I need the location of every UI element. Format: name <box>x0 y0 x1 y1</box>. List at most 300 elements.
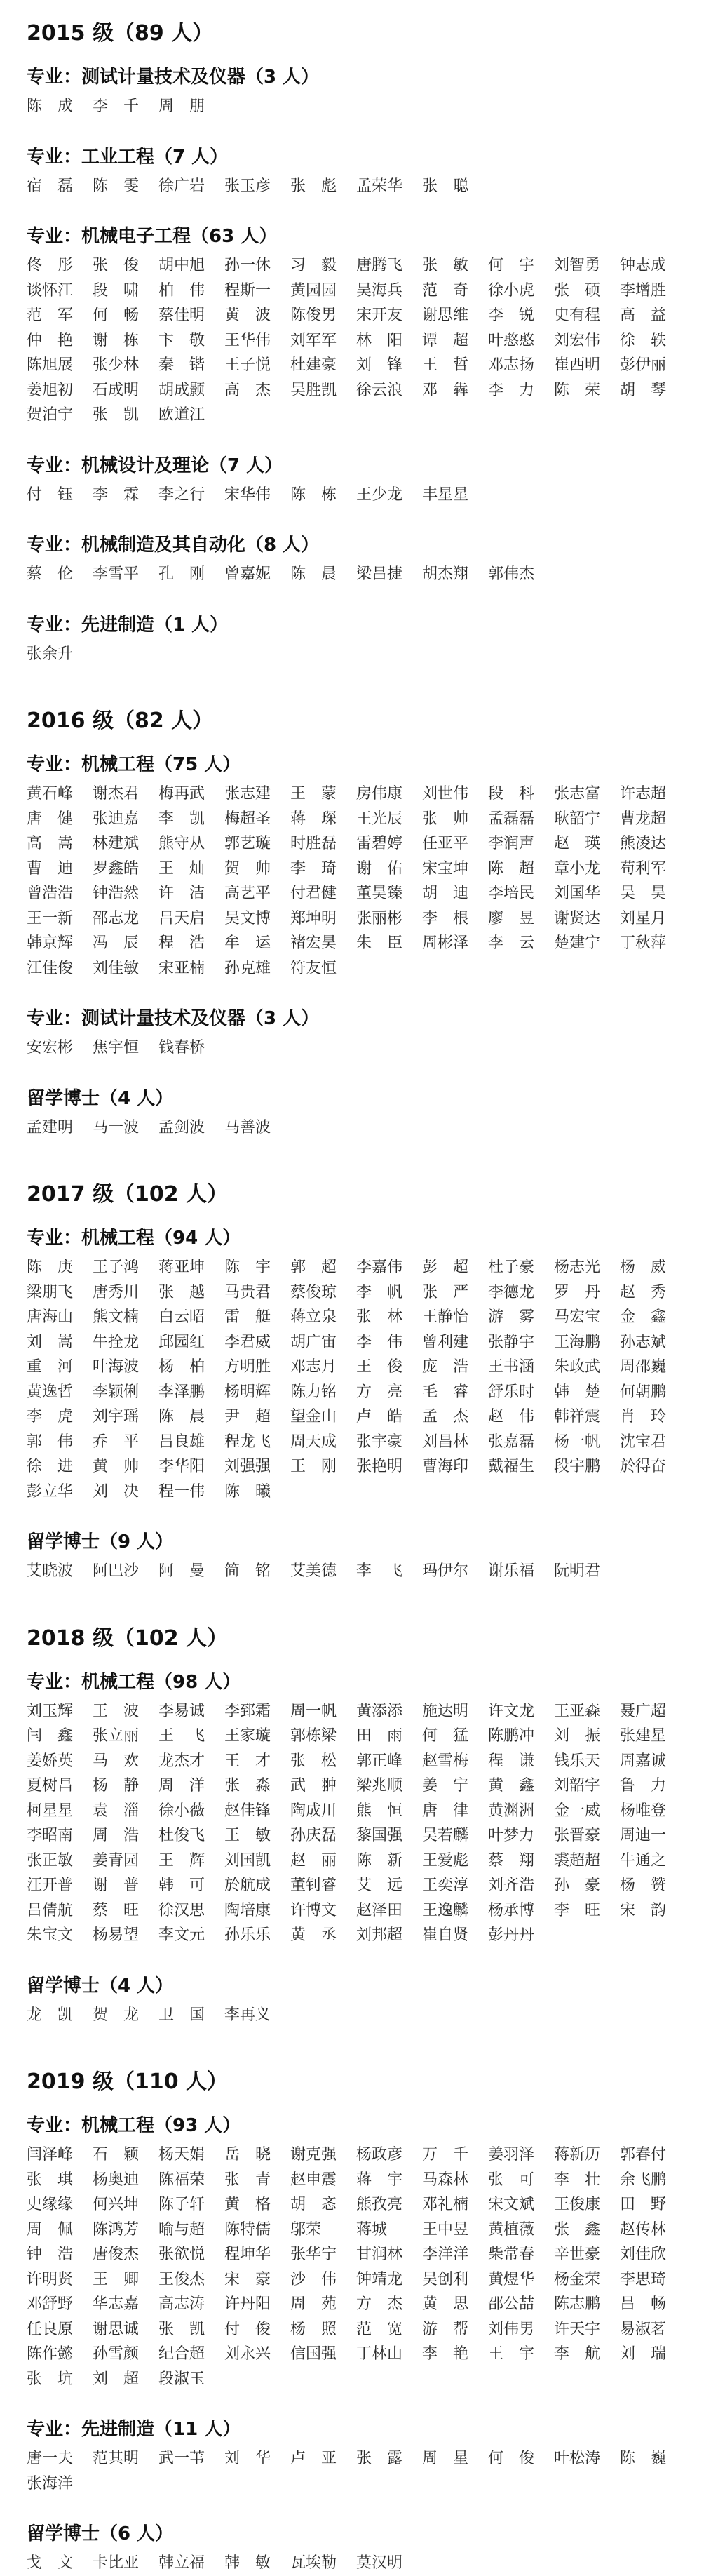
student-name: 纪合超 <box>158 2345 205 2363</box>
student-name: 孙克雄 <box>224 959 271 977</box>
student-name: 周 浩 <box>93 1827 140 1844</box>
student-name: 赵 秀 <box>620 1283 667 1301</box>
student-name: 舒乐时 <box>488 1383 535 1401</box>
major-section <box>27 611 691 667</box>
student-name: 谢 佑 <box>356 859 403 878</box>
student-name: 熊凌达 <box>620 835 667 852</box>
student-name: 刘 决 <box>93 1482 140 1501</box>
student-name: 胡 琴 <box>620 381 667 399</box>
student-name: 黄石峰 <box>27 785 74 803</box>
student-name: 刘昌林 <box>422 1433 469 1451</box>
student-name: 周邵巍 <box>620 1358 667 1376</box>
student-name: 李德龙 <box>488 1283 535 1301</box>
student-name: 徐 进 <box>27 1458 74 1475</box>
student-name: 杨奥迪 <box>93 2171 140 2189</box>
student-name: 邓 犇 <box>422 381 469 399</box>
major-section <box>27 2112 691 2391</box>
student-name: 刘国华 <box>554 885 601 902</box>
student-name: 王 敏 <box>224 1827 271 1844</box>
student-name: 陈 曦 <box>224 1482 271 1501</box>
student-name: 张余升 <box>27 645 74 663</box>
student-name: 王 蒙 <box>290 785 337 803</box>
student-name: 王亚森 <box>554 1702 601 1720</box>
student-name: 陈志鹏 <box>554 2295 601 2313</box>
student-name: 李嘉伟 <box>356 1259 403 1276</box>
student-name: 陈 超 <box>488 859 535 878</box>
student-name: 刘佳敏 <box>93 959 140 977</box>
major-section <box>27 1668 691 1948</box>
student-name: 李 帆 <box>356 1283 403 1301</box>
student-name: 张艳明 <box>356 1458 403 1475</box>
student-name: 梅再武 <box>158 785 205 803</box>
student-name: 张 凯 <box>158 2320 205 2338</box>
student-name: 叶海波 <box>93 1358 140 1376</box>
student-name: 李润声 <box>488 835 535 852</box>
student-name: 李洋洋 <box>422 2246 469 2263</box>
student-name: 卢 亚 <box>290 2450 337 2467</box>
student-name: 唐腾飞 <box>356 257 403 274</box>
student-name: 钟浩然 <box>93 885 140 902</box>
student-name: 褚宏昊 <box>290 934 337 952</box>
student-name: 赵传林 <box>620 2220 667 2239</box>
student-name: 杜俊飞 <box>158 1827 205 1844</box>
student-name: 牟 运 <box>224 934 271 952</box>
student-name: 蒋城 <box>356 2220 388 2239</box>
student-name: 黄 思 <box>422 2295 469 2313</box>
student-name: 杨承博 <box>488 1901 535 1919</box>
student-name: 廖 昱 <box>488 909 535 927</box>
student-name: 曾浩浩 <box>27 885 74 902</box>
student-name: 徐小薇 <box>158 1802 205 1820</box>
student-name: 李易诚 <box>158 1702 205 1720</box>
student-name: 陈作懿 <box>27 2345 74 2363</box>
student-name: 李 凯 <box>158 810 205 828</box>
student-name: 李 虎 <box>27 1408 74 1425</box>
major-section <box>27 2415 691 2496</box>
student-name: 钟靖龙 <box>356 2270 403 2288</box>
student-name: 符友恒 <box>290 959 337 977</box>
student-name: 吴胜凯 <box>290 381 337 399</box>
student-name: 王奕淳 <box>422 1877 469 1894</box>
student-name: 杨易望 <box>93 1926 140 1944</box>
student-name: 张 琪 <box>27 2171 74 2189</box>
student-name: 朱政武 <box>554 1358 601 1376</box>
student-name: 刘佳欣 <box>620 2246 667 2263</box>
student-name: 蒋 宇 <box>356 2171 403 2189</box>
year-heading: 2019 级（110 人） <box>27 2069 229 2094</box>
student-name: 李之行 <box>158 485 205 504</box>
student-name: 张欲悦 <box>158 2246 205 2263</box>
student-name: 谢乐福 <box>488 1562 535 1580</box>
student-name: 李思琦 <box>620 2270 667 2288</box>
student-name: 吴若麟 <box>422 1827 469 1844</box>
student-name: 刘 锋 <box>356 356 403 374</box>
student-name: 付君健 <box>290 885 337 902</box>
student-name: 江佳俊 <box>27 959 74 977</box>
student-name: 贺泊宁 <box>27 406 74 424</box>
student-name: 谢思维 <box>422 307 469 324</box>
major-heading: 专业：先进制造（11 人） <box>27 2419 241 2440</box>
student-name: 李培民 <box>488 885 535 902</box>
student-name: 张玉彦 <box>224 177 271 195</box>
student-name: 邓志月 <box>290 1358 337 1376</box>
student-name: 雷 艇 <box>224 1308 271 1326</box>
student-name: 吕天启 <box>158 909 205 927</box>
student-name: 刘星月 <box>620 909 667 927</box>
student-name: 陈 栋 <box>290 485 337 504</box>
student-name: 石 颖 <box>93 2146 140 2164</box>
student-name: 任良原 <box>27 2320 74 2338</box>
student-name: 李 壮 <box>554 2171 601 2189</box>
student-name: 罗 丹 <box>554 1283 601 1301</box>
student-name: 李雪平 <box>93 565 140 583</box>
student-name: 夏树昌 <box>27 1777 74 1795</box>
student-name: 孟剑波 <box>158 1118 205 1136</box>
student-name: 朱 臣 <box>356 934 403 952</box>
student-name: 丁秋萍 <box>620 934 667 952</box>
student-name: 王中昱 <box>422 2220 469 2239</box>
major-heading: 留学博士（6 人） <box>27 2523 174 2544</box>
student-name: 郑坤明 <box>290 909 337 927</box>
student-name: 聂广超 <box>620 1702 667 1720</box>
student-name: 黄渊洲 <box>488 1802 535 1820</box>
student-name: 周彬泽 <box>422 934 469 952</box>
student-name: 汪开普 <box>27 1877 74 1894</box>
student-name: 李昭南 <box>27 1827 74 1844</box>
major-section <box>27 2520 691 2576</box>
major-section <box>27 222 691 428</box>
student-name: 仲 艳 <box>27 331 74 349</box>
student-name: 冯 辰 <box>93 934 140 952</box>
student-name: 曾嘉妮 <box>224 565 271 583</box>
student-name: 李 旺 <box>554 1901 601 1919</box>
student-name: 黄添添 <box>356 1702 403 1720</box>
student-name: 郭春付 <box>620 2146 667 2164</box>
major-heading: 留学博士（9 人） <box>27 1531 174 1552</box>
student-name: 郭正峰 <box>356 1752 403 1770</box>
student-name: 孟荣华 <box>356 177 403 195</box>
student-name: 宋 豪 <box>224 2270 271 2288</box>
student-name: 高志涛 <box>158 2295 205 2313</box>
student-name: 陈鸿芳 <box>93 2220 140 2239</box>
student-name: 周 朋 <box>158 98 205 115</box>
year-block <box>27 1181 691 1584</box>
student-name: 欧道江 <box>158 406 205 424</box>
student-name: 吕良雄 <box>158 1433 205 1451</box>
student-name: 张嘉磊 <box>488 1433 535 1451</box>
student-name: 何 俊 <box>488 2450 535 2467</box>
student-name: 孙一休 <box>224 257 271 274</box>
student-name: 张 淼 <box>224 1777 271 1795</box>
student-name: 王俊杰 <box>158 2270 205 2288</box>
student-name: 秦 锴 <box>158 356 205 374</box>
student-name: 周 星 <box>422 2450 469 2467</box>
student-name: 姜 宁 <box>422 1777 469 1795</box>
student-name: 谢克强 <box>290 2146 337 2164</box>
student-name: 徐 轶 <box>620 331 667 349</box>
student-name: 王 波 <box>93 1702 140 1720</box>
student-name: 孙志斌 <box>620 1333 667 1351</box>
student-name: 何 猛 <box>422 1727 469 1745</box>
student-name: 张建星 <box>620 1727 667 1745</box>
student-name: 房伟康 <box>356 785 403 803</box>
name-list <box>27 642 691 667</box>
student-name: 张 青 <box>224 2171 271 2189</box>
student-name: 韩 敏 <box>224 2554 271 2572</box>
year-block <box>27 2068 691 2576</box>
student-name: 尹 超 <box>224 1408 271 1425</box>
major-heading: 专业：机械工程（93 人） <box>27 2115 241 2136</box>
year-block <box>27 707 691 1140</box>
student-name: 胡杰翔 <box>422 565 469 583</box>
student-name: 张 帅 <box>422 810 469 828</box>
student-name: 杜子豪 <box>488 1259 535 1276</box>
major-section <box>27 1005 691 1061</box>
student-name: 苟利军 <box>620 859 667 878</box>
student-name: 乔 平 <box>93 1433 140 1451</box>
name-list <box>27 94 691 119</box>
major-section <box>27 452 691 508</box>
student-name: 何 畅 <box>93 307 140 324</box>
student-name: 宋亚楠 <box>158 959 205 977</box>
student-name: 李 琦 <box>290 859 337 878</box>
student-name: 范其明 <box>93 2450 140 2467</box>
student-name: 黄 波 <box>224 307 271 324</box>
student-name: 刘 瑞 <box>620 2345 667 2363</box>
student-name: 邓舒野 <box>27 2295 74 2313</box>
student-name: 孙乐乐 <box>224 1926 271 1944</box>
student-name: 李君威 <box>224 1333 271 1351</box>
student-name: 钱乐天 <box>554 1752 601 1770</box>
student-name: 柴常春 <box>488 2246 535 2263</box>
student-name: 吴 昊 <box>620 885 667 902</box>
student-name: 赵 瑛 <box>554 835 601 852</box>
student-name: 段淑玉 <box>158 2370 205 2388</box>
student-name: 王一新 <box>27 909 74 927</box>
student-name: 陈旭展 <box>27 356 74 374</box>
student-name: 邱园红 <box>158 1333 205 1351</box>
student-name: 黎国强 <box>356 1827 403 1844</box>
student-name: 王 卿 <box>93 2270 140 2288</box>
year-heading: 2017 级（102 人） <box>27 1182 229 1207</box>
student-name: 程一伟 <box>158 1482 205 1501</box>
student-name: 马 欢 <box>93 1752 140 1770</box>
student-name: 叶松涛 <box>554 2450 601 2467</box>
student-name: 许天宇 <box>554 2320 601 2338</box>
student-name: 熊守从 <box>158 835 205 852</box>
student-name: 赵 伟 <box>488 1408 535 1425</box>
student-name: 付 俊 <box>224 2320 271 2338</box>
student-name: 李 霖 <box>93 485 140 504</box>
student-name: 徐汉思 <box>158 1901 205 1919</box>
student-name: 马一波 <box>93 1118 140 1136</box>
student-name: 王子鸿 <box>93 1259 140 1276</box>
name-list <box>27 174 691 199</box>
student-name: 姜青园 <box>93 1851 140 1870</box>
student-name: 於得奋 <box>620 1458 667 1475</box>
student-name: 张 林 <box>356 1308 403 1326</box>
student-name: 信国强 <box>290 2345 337 2363</box>
student-name: 裘超超 <box>554 1851 601 1870</box>
student-name: 王 哲 <box>422 356 469 374</box>
student-name: 杨 赞 <box>620 1877 667 1894</box>
name-list <box>27 1559 691 1584</box>
student-name: 谭 超 <box>422 331 469 349</box>
student-name: 范 军 <box>27 307 74 324</box>
year-heading: 2016 级（82 人） <box>27 709 214 733</box>
student-name: 韩 楚 <box>554 1383 601 1401</box>
student-name: 王家璇 <box>224 1727 271 1745</box>
student-name: 李 力 <box>488 381 535 399</box>
student-name: 段 啸 <box>93 281 140 300</box>
student-name: 程坤华 <box>224 2246 271 2263</box>
student-name: 许文龙 <box>488 1702 535 1720</box>
student-name: 李泽鹏 <box>158 1383 205 1401</box>
student-name: 谢贤达 <box>554 909 601 927</box>
student-name: 张志富 <box>554 785 601 803</box>
student-name: 梅超圣 <box>224 810 271 828</box>
student-name: 杨明辉 <box>224 1383 271 1401</box>
student-name: 宋 韵 <box>620 1901 667 1919</box>
student-name: 甘润林 <box>356 2246 403 2263</box>
student-name: 张正敏 <box>27 1851 74 1870</box>
student-name: 黄 帅 <box>93 1458 140 1475</box>
major-heading: 留学博士（4 人） <box>27 1087 174 1109</box>
student-name: 杨 柏 <box>158 1358 205 1376</box>
name-list <box>27 2551 691 2576</box>
student-name: 陈力铭 <box>290 1383 337 1401</box>
student-name: 杨政彦 <box>356 2146 403 2164</box>
student-name: 王 才 <box>224 1752 271 1770</box>
major-heading: 专业：机械制造及其自动化（8 人） <box>27 535 320 556</box>
name-list <box>27 781 691 981</box>
student-name: 王华伟 <box>224 331 271 349</box>
student-name: 牛拴龙 <box>93 1333 140 1351</box>
student-name: 范 宽 <box>356 2320 403 2338</box>
student-name: 杨金荣 <box>554 2270 601 2288</box>
student-name: 张 坑 <box>27 2370 74 2388</box>
student-name: 谢杰君 <box>93 785 140 803</box>
student-name: 王书涵 <box>488 1358 535 1376</box>
student-name: 李 根 <box>422 909 469 927</box>
student-name: 於航成 <box>224 1877 271 1894</box>
name-list <box>27 483 691 508</box>
student-name: 马善波 <box>224 1118 271 1136</box>
student-name: 赵 丽 <box>290 1851 337 1870</box>
student-name: 赵雪梅 <box>422 1752 469 1770</box>
student-name: 梁兆顺 <box>356 1777 403 1795</box>
student-name: 邬荣 <box>290 2220 322 2239</box>
student-name: 刘邦超 <box>356 1926 403 1944</box>
student-name: 唐秀川 <box>93 1283 140 1301</box>
student-name: 耿韶宁 <box>554 810 601 828</box>
student-name: 杨 威 <box>620 1259 667 1276</box>
student-name: 杨一帆 <box>554 1433 601 1451</box>
student-name: 曹龙超 <box>620 810 667 828</box>
student-name: 卢 皓 <box>356 1408 403 1425</box>
student-name: 董昊臻 <box>356 885 403 902</box>
student-name: 张静宇 <box>488 1333 535 1351</box>
student-name: 周嘉诚 <box>620 1752 667 1770</box>
student-name: 段 科 <box>488 785 535 803</box>
student-name: 丰星星 <box>422 485 469 504</box>
student-name: 黄逸哲 <box>27 1383 74 1401</box>
student-name: 杜建豪 <box>290 356 337 374</box>
student-name: 陈 宇 <box>224 1259 271 1276</box>
student-name: 袁 淄 <box>93 1802 140 1820</box>
student-name: 许志超 <box>620 785 667 803</box>
student-name: 胡 忞 <box>290 2196 337 2213</box>
student-name: 楚建宁 <box>554 934 601 952</box>
major-heading: 专业：机械工程（98 人） <box>27 1671 241 1693</box>
student-name: 邵公喆 <box>488 2295 535 2313</box>
student-name: 刘宏伟 <box>554 331 601 349</box>
student-name: 杨志光 <box>554 1259 601 1276</box>
student-name: 高 嵩 <box>27 835 74 852</box>
student-name: 陈俊男 <box>290 307 337 324</box>
student-name: 刘国凯 <box>224 1851 271 1870</box>
student-name: 史有程 <box>554 307 601 324</box>
student-name: 许 洁 <box>158 885 205 902</box>
student-name: 望金山 <box>290 1408 337 1425</box>
student-name: 程 浩 <box>158 934 205 952</box>
student-name: 熊 恒 <box>356 1802 403 1820</box>
student-name: 蔡俊琼 <box>290 1283 337 1301</box>
student-name: 石成明 <box>93 381 140 399</box>
student-name: 周天成 <box>290 1433 337 1451</box>
student-name: 许丹阳 <box>224 2295 271 2313</box>
student-name: 蔡 旺 <box>93 1901 140 1919</box>
student-name: 叶憨憨 <box>488 331 535 349</box>
student-name: 丁林山 <box>356 2345 403 2363</box>
student-name: 陈特儒 <box>224 2220 271 2239</box>
student-name: 孔 刚 <box>158 565 205 583</box>
student-name: 戈 文 <box>27 2554 74 2572</box>
student-name: 孙庆磊 <box>290 1827 337 1844</box>
student-name: 邵志龙 <box>93 909 140 927</box>
year-block <box>27 20 691 666</box>
student-name: 高 益 <box>620 307 667 324</box>
student-name: 彭 超 <box>422 1259 469 1276</box>
student-name: 赵申震 <box>290 2171 337 2189</box>
student-name: 李 锐 <box>488 307 535 324</box>
student-name: 吴文博 <box>224 909 271 927</box>
student-name: 岳 晓 <box>224 2146 271 2164</box>
student-name: 艾 远 <box>356 1877 403 1894</box>
major-section <box>27 1528 691 1584</box>
student-name: 吴海兵 <box>356 281 403 300</box>
student-name: 孙雪颜 <box>93 2345 140 2363</box>
student-name: 贺 龙 <box>93 2006 140 2024</box>
name-list <box>27 2446 691 2496</box>
student-name: 熊文楠 <box>93 1308 140 1326</box>
name-list <box>27 253 691 428</box>
student-name: 吕 畅 <box>620 2295 667 2313</box>
student-name: 雷碧婷 <box>356 835 403 852</box>
student-name: 张少林 <box>93 356 140 374</box>
student-name: 高 杰 <box>224 381 271 399</box>
student-name: 郭伟杰 <box>488 565 535 583</box>
student-name: 佟 彤 <box>27 257 74 274</box>
student-name: 艾美德 <box>290 1562 337 1580</box>
student-name: 陶成川 <box>290 1802 337 1820</box>
major-heading: 专业：先进制造（1 人） <box>27 614 229 636</box>
student-name: 徐云浪 <box>356 381 403 399</box>
student-name: 唐海山 <box>27 1308 74 1326</box>
student-name: 张 聪 <box>422 177 469 195</box>
student-name: 王子悦 <box>224 356 271 374</box>
student-name: 姜旭初 <box>27 381 74 399</box>
